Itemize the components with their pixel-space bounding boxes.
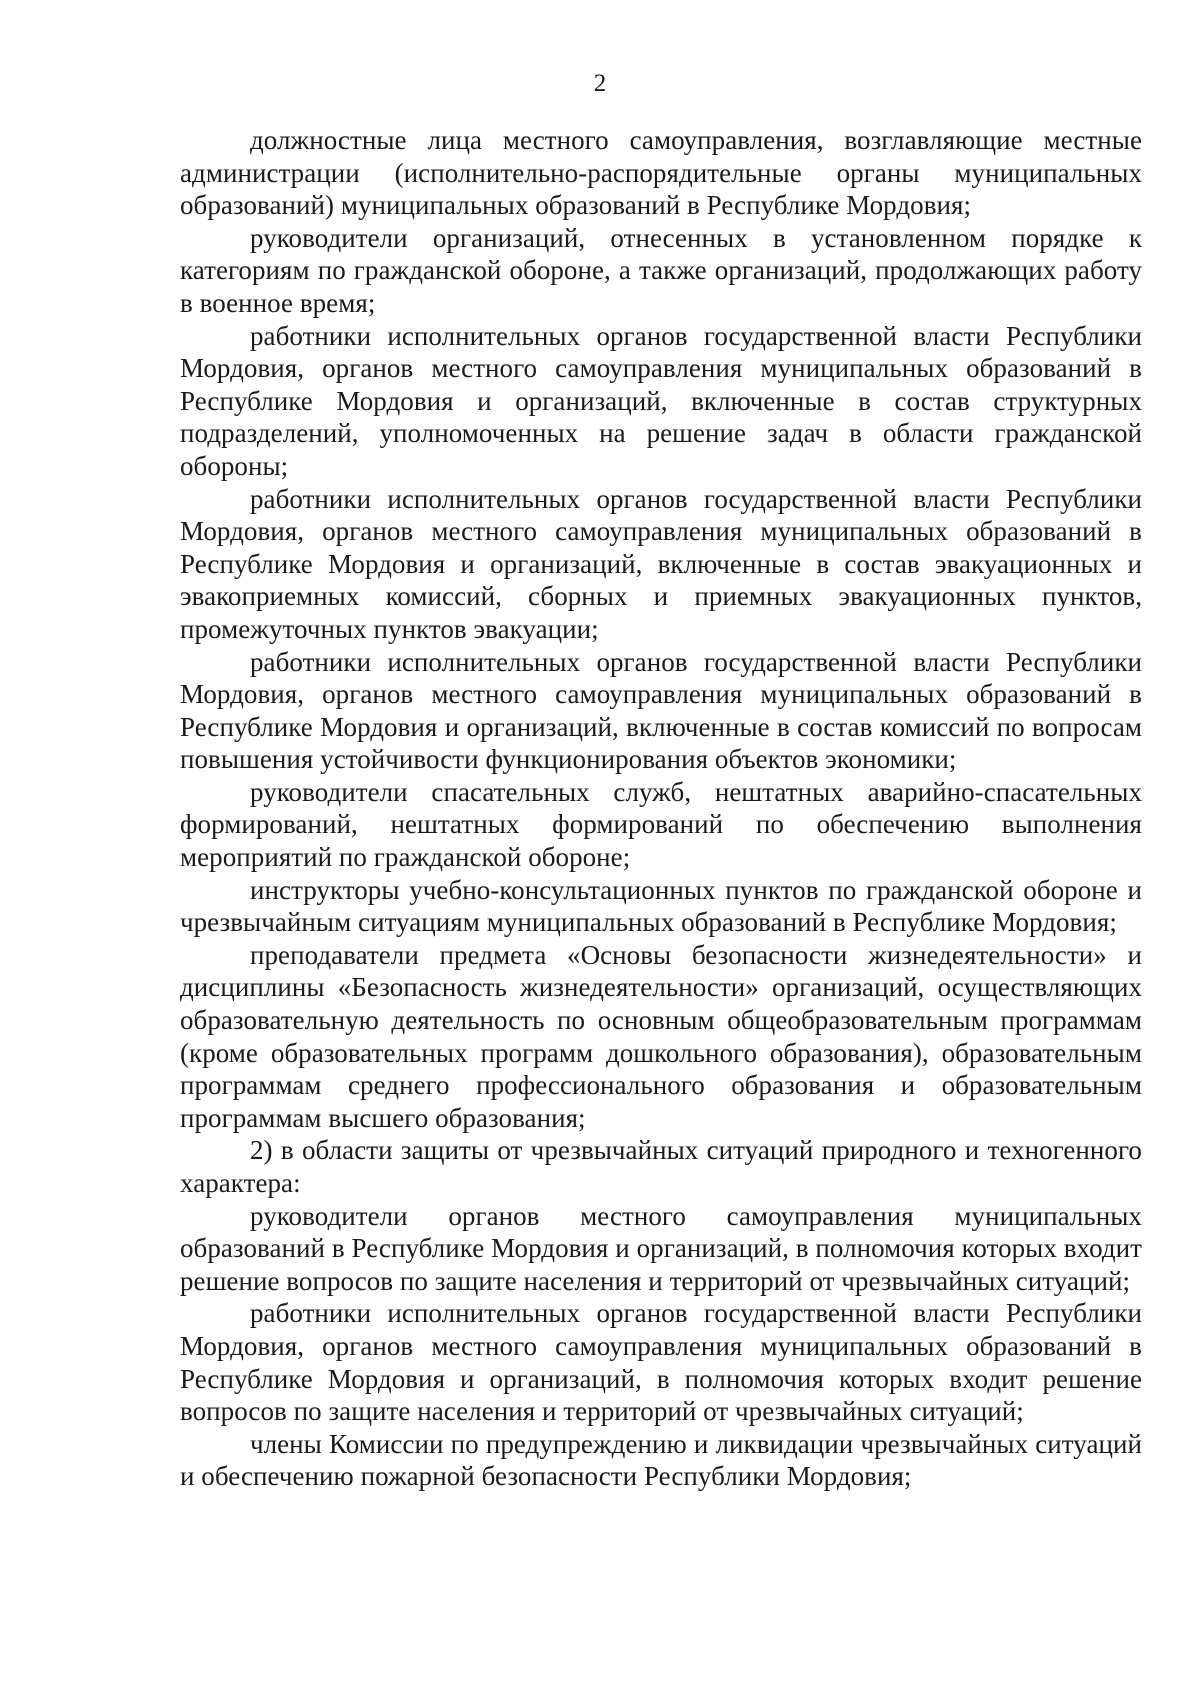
paragraph-organization-heads: руководители организаций, отнесенных в установленном порядке к категориям по гражданской обороне, а также организаций, продолжающих работу в военное время; [180,222,1142,318]
paragraph-consultation-points-instructors: инструкторы учебно-консультационных пунктов по гражданской обороне и чрезвычайным ситуациям муниципальных образований в Республике Мордовия; [180,874,1142,938]
page-number: 2 [593,70,607,97]
paragraph-emergency-staff: работники исполнительных органов государственной власти Республики Мордовия, органов местного самоуправления муниципальных образований в Республике Мордовия и организаций, в полномочия которых входит решение вопросов по защите населения и территорий от чрезвычайных ситуаций; [180,1298,1142,1427]
paragraph-emergency-heads: руководители органов местного самоуправления муниципальных образований в Республике Мордовия и организаций, в полномочия которых входит решение вопросов по защите населения и территорий от чрезвычайных ситуаций; [180,1200,1142,1296]
paragraph-evacuation-commissions-staff: работники исполнительных органов государственной власти Республики Мордовия, органов местного самоуправления муниципальных образований в Республике Мордовия и организаций, включенные в состав эвакуационных и эвакоприемных комиссий, сборных и приемных эвакуационных пунктов, промежуточных пунктов эвакуации; [180,483,1142,644]
paragraph-rescue-services-heads: руководители спасательных служб, нештатных аварийно-спасательных формирований, нештатных формирований по обеспечению выполнения мероприятий по гражданской обороне; [180,776,1142,873]
paragraph-section-2-heading: 2) в области защиты от чрезвычайных ситуаций природного и техногенного характера: [180,1135,1142,1198]
paragraph-local-government-officials: должностные лица местного самоуправления, возглавляющие местные администрации (исполнительно-распорядительные органы муниципальных образований) муниципальных образований в Республике Мордовия; [180,125,1142,221]
paragraph-safety-teachers: преподаватели предмета «Основы безопасности жизнедеятельности» и дисциплины «Безопасность жизнедеятельности» организаций, осуществляющих образовательную деятельность по основным общеобразовательным программам (кроме образовательных программ дошкольного образования), образовательным программам среднего профессионального образования и образовательным программам высшего образования; [180,939,1142,1133]
paragraph-stability-commissions-staff: работники исполнительных органов государственной власти Республики Мордовия, органов местного самоуправления муниципальных образований в Республике Мордовия и организаций, включенные в состав комиссий по вопросам повышения устойчивости функционирования объектов экономики; [180,646,1142,775]
paragraph-civil-defense-units-staff: работники исполнительных органов государственной власти Республики Мордовия, органов местного самоуправления муниципальных образований в Республике Мордовия и организаций, включенные в состав структурных подразделений, уполномоченных на решение задач в области гражданской обороны; [180,320,1142,481]
document-body [180,124,1142,1493]
paragraph-commission-members: члены Комиссии по предупреждению и ликвидации чрезвычайных ситуаций и обеспечению пожарной безопасности Республики Мордовия; [180,1428,1142,1492]
